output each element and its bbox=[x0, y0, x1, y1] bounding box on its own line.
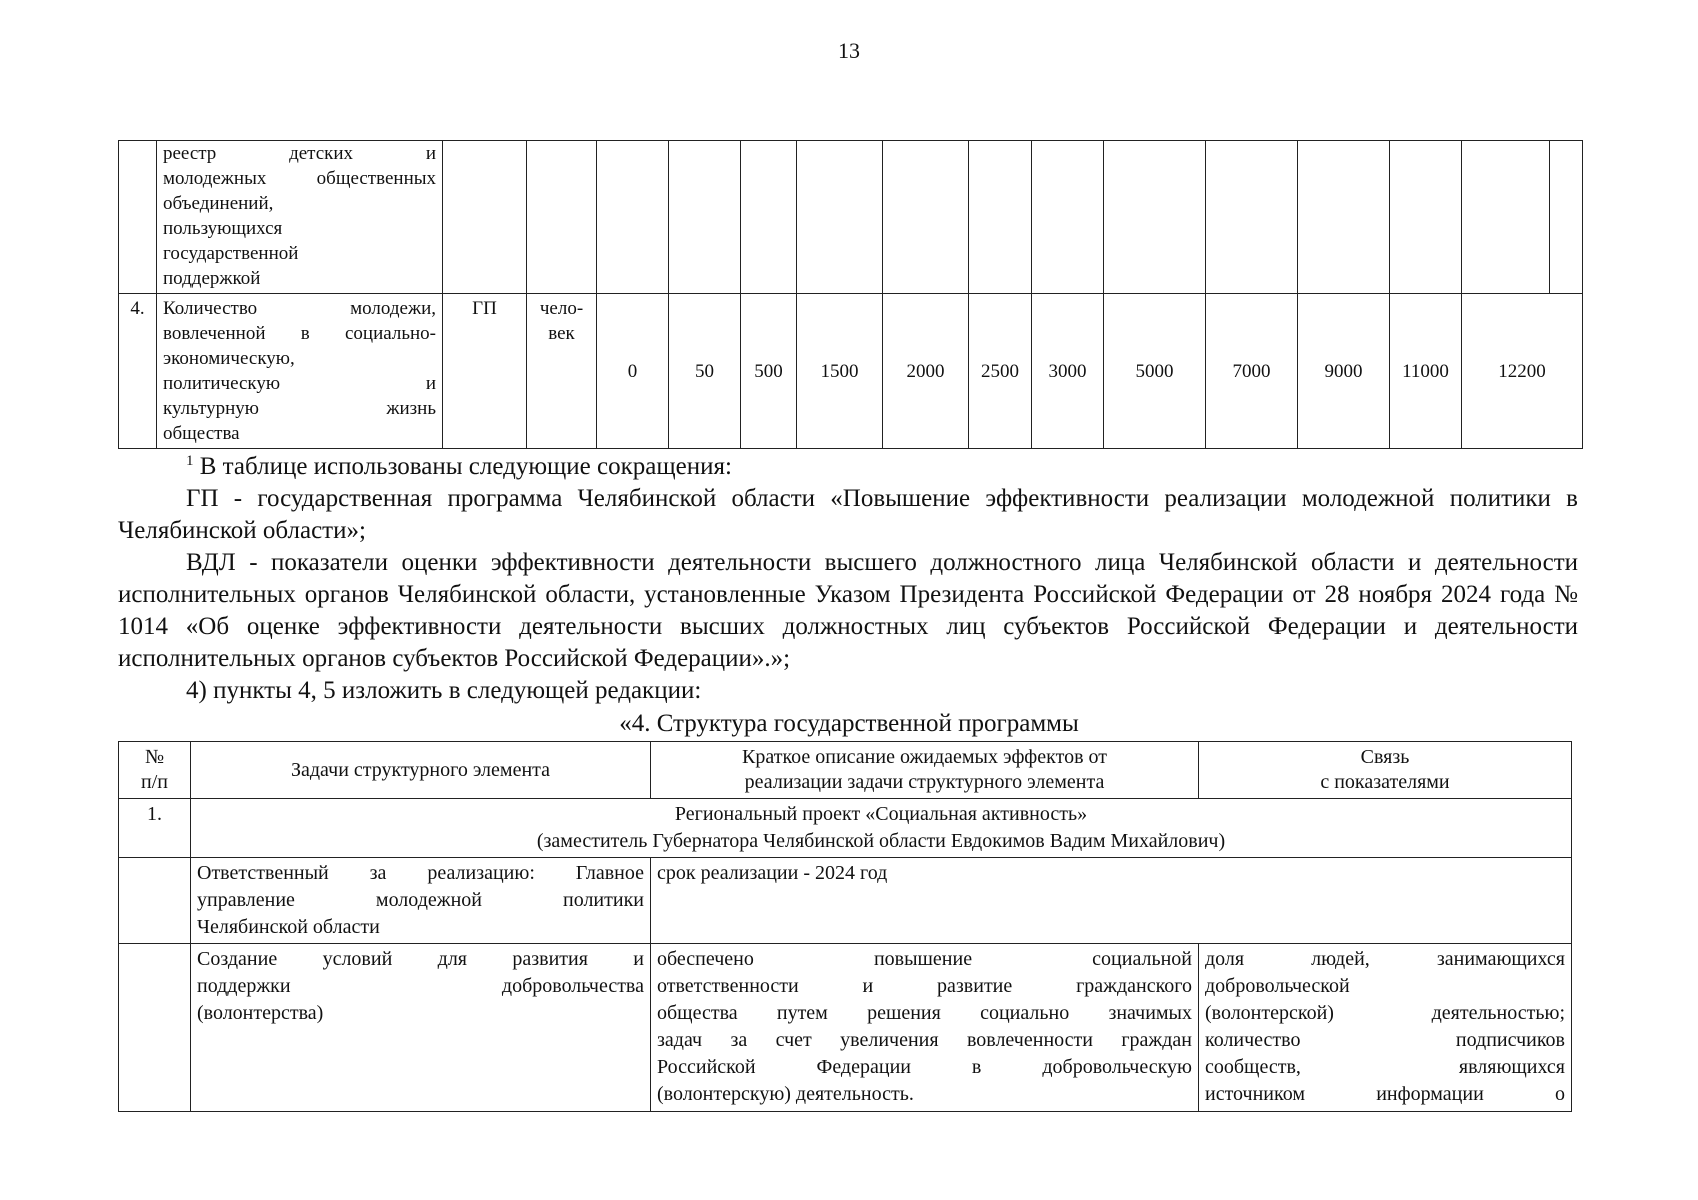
indicators-table bbox=[118, 140, 1583, 449]
value-cell: 5000 bbox=[1104, 294, 1206, 449]
indicator-name-cell: реестр детских и молодежных общественных объединений, пользующихся государственной поддержкой bbox=[157, 141, 443, 294]
indicator-link-cell: доля людей, занимающихся добровольческой (волонтерской) деятельностью; количество подписчиков сообществ, являющихся источником информации о bbox=[1199, 944, 1572, 1112]
unit-cell: чело- век bbox=[527, 294, 597, 449]
row-number-cell bbox=[119, 141, 157, 294]
gp-abbreviation-paragraph: ГП - государственная программа Челябинской области «Повышение эффективности реализации молодежной политики в Челябинской области»; bbox=[118, 485, 1578, 544]
value-cell: 500 bbox=[741, 294, 797, 449]
value-cell: 7000 bbox=[1206, 294, 1298, 449]
period-cell: срок реализации - 2024 год bbox=[651, 858, 1572, 944]
vdl-abbreviation-paragraph: ВДЛ - показатели оценки эффективности деятельности высшего должностного лица Челябинской области и деятельности исполнительных органов Челябинской области, установленные Указом Президента Российской Федерации от 28 ноября 2024 года № 1014 «Об оценке эффективности деятельности высших должностных лиц субъектов Российской Федерации и деятельности исполнительных органов субъектов Российской Федерации».»; bbox=[118, 549, 1578, 672]
header-link: Связь с показателями bbox=[1199, 742, 1572, 799]
indicator-name-cell: Количество молодежи, вовлеченной в социально- экономическую, политическую и культурную жизнь общества bbox=[157, 294, 443, 449]
table-row bbox=[119, 141, 1583, 294]
value-cell: 1500 bbox=[797, 294, 883, 449]
header-effects: Краткое описание ожидаемых эффектов от реализации задачи структурного элемента bbox=[651, 742, 1199, 799]
section-title: «4. Структура государственной программы bbox=[619, 710, 1079, 737]
value-cell: 12200 bbox=[1462, 294, 1583, 449]
table-row bbox=[119, 944, 1572, 1112]
project-title-cell: Региональный проект «Социальная активность» (заместитель Губернатора Челябинской области Евдокимов Вадим Михайлович) bbox=[191, 799, 1572, 858]
task-cell: Создание условий для развития и поддержки добровольчества (волонтерства) bbox=[191, 944, 651, 1112]
amendment-paragraph: 4) пункты 4, 5 изложить в следующей редакции: bbox=[186, 677, 702, 704]
table-header-row bbox=[119, 742, 1572, 799]
value-cell: 9000 bbox=[1298, 294, 1390, 449]
header-tasks: Задачи структурного элемента bbox=[191, 742, 651, 799]
value-cell: 3000 bbox=[1032, 294, 1104, 449]
value-cell: 2500 bbox=[969, 294, 1032, 449]
header-num: № п/п bbox=[119, 742, 191, 799]
responsible-cell: Ответственный за реализацию: Главное управление молодежной политики Челябинской области bbox=[191, 858, 651, 944]
row-number-cell: 1. bbox=[119, 799, 191, 858]
page-number: 13 bbox=[838, 38, 860, 63]
table-row bbox=[119, 294, 1583, 449]
effect-cell: обеспечено повышение социальной ответственности и развитие гражданского общества путем решения социально значимых задач за счет увеличения вовлеченности граждан Российской Федерации в добровольческую (волонтерскую) деятельность. bbox=[651, 944, 1199, 1112]
source-cell: ГП bbox=[443, 294, 527, 449]
footnote: $^1$ В таблице использованы следующие сокращения: bbox=[186, 453, 732, 480]
table-row bbox=[119, 858, 1572, 944]
value-cell: 11000 bbox=[1390, 294, 1462, 449]
row-number-cell: 4. bbox=[119, 294, 157, 449]
footnote-mark: 1 bbox=[186, 453, 194, 469]
table-row bbox=[119, 799, 1572, 858]
value-cell: 2000 bbox=[883, 294, 969, 449]
value-cell: 50 bbox=[669, 294, 741, 449]
notes-section bbox=[118, 451, 1578, 707]
value-cell: 0 bbox=[597, 294, 669, 449]
structure-table bbox=[118, 741, 1572, 1112]
